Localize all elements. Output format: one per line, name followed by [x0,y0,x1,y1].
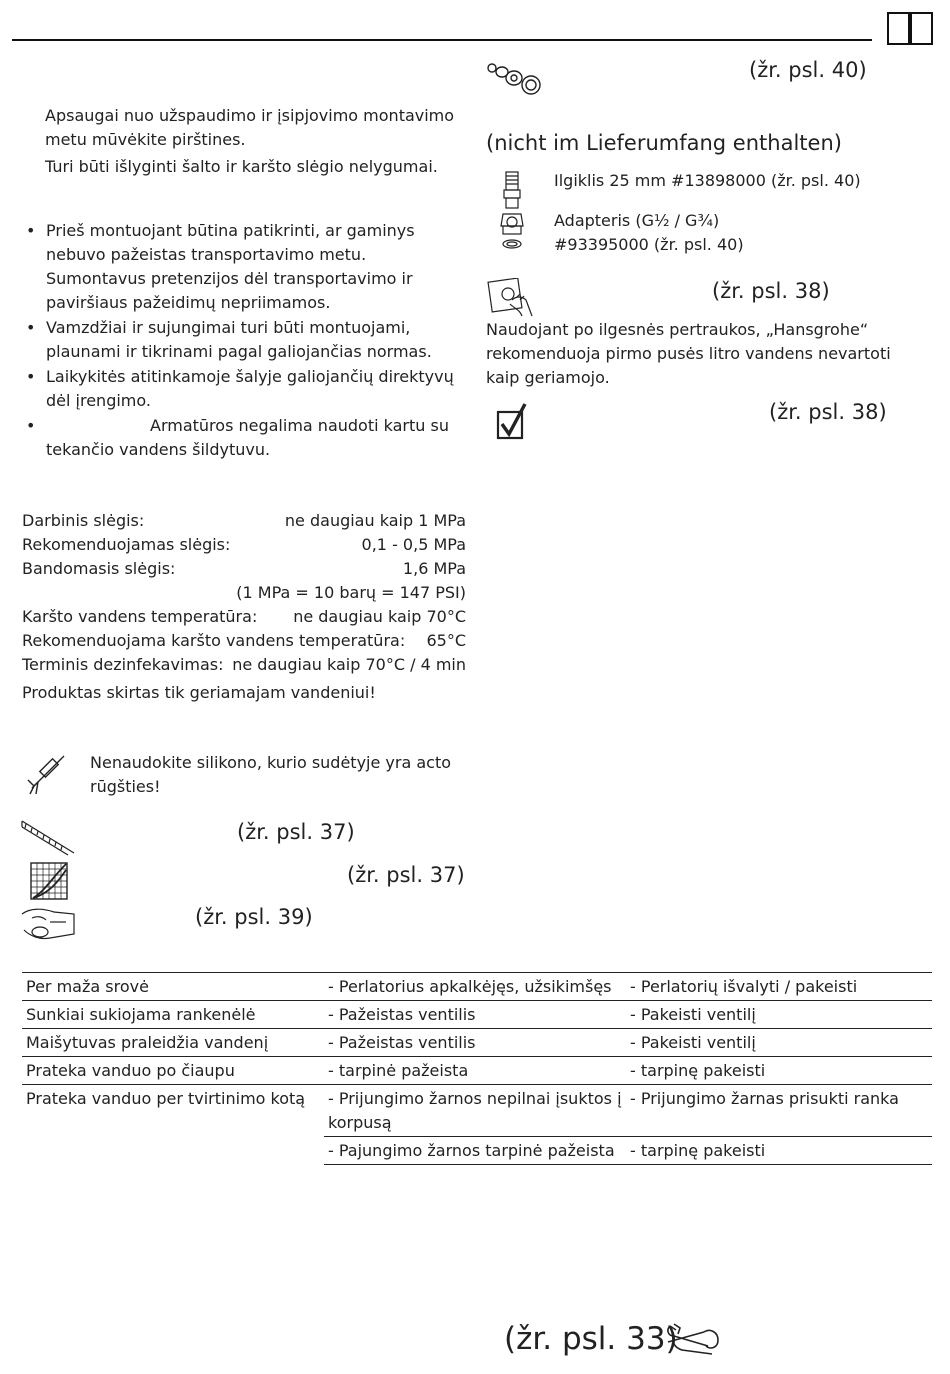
cause-cell: - Pažeistas ventilis [324,1001,626,1029]
wrench-icon [664,1320,722,1358]
spec-value: 65°C [426,631,466,650]
ref-test-seal: (žr. psl. 38) [769,400,887,424]
spec-row [22,605,466,629]
remedy-cell: - tarpinę pakeisti [626,1137,932,1165]
safety-note-gloves: Apsaugai nuo užspaudimo ir įsipjovimo montavimo metu mūvėkite pirštines. [45,106,455,149]
cause-cell: - Pažeistas ventilis [324,1029,626,1057]
spec-label: Karšto vandens temperatūra: [22,607,258,626]
spec-row [22,581,466,605]
bullet-item [22,414,466,462]
spec-label: Rekomenduojama karšto vandens temperatūra: [22,631,406,650]
open-book-icon [886,12,934,46]
footer-ref: (žr. psl. 33) [504,1321,678,1357]
spec-row [22,653,466,677]
adapter-icon [499,210,525,252]
operation-note: Naudojant po ilgesnės pertraukos, „Hansgrohe“ rekomenduoja pirmo pusės litro vandens nevartoti kaip geriamojo. [486,320,891,387]
checkbox-check-icon [496,402,528,440]
bullet-text: Armatūros negalima naudoti kartu su tekančio vandens šildytuvu. [46,416,449,459]
extension-text: Ilgiklis 25 mm #13898000 (žr. psl. 40) [554,171,861,190]
spec-row [22,629,466,653]
extension-icon [500,170,524,210]
ref-dimensions: (žr. psl. 37) [237,820,355,844]
fault-cell: Prateka vanduo po čiaupu [22,1057,324,1085]
flow-diagram-icon [30,862,68,900]
spec-label: Rekomenduojamas slėgis: [22,535,231,554]
adapter-line-1: Adapteris (G½ / G¾) [554,211,720,230]
ref-flow-diagram: (žr. psl. 37) [347,863,465,887]
ref-cleaning: (žr. psl. 39) [195,905,313,929]
cause-cell: - Prijungimo žarnos nepilnai įsuktos į korpusą [324,1085,626,1137]
header-rule [12,39,872,41]
spec-value: ne daugiau kaip 1 MPa [284,511,466,530]
spec-row [22,509,466,533]
spec-value: ne daugiau kaip 70°C [293,607,466,626]
fault-cell: Maišytuvas praleidžia vandenį [22,1029,324,1057]
cleaning-hand-icon [20,904,78,942]
table-row [22,1029,932,1057]
remedy-cell: - Pakeisti ventilį [626,1029,932,1057]
spec-row [22,557,466,581]
fault-cell [22,1137,324,1165]
table-row [22,1137,932,1165]
table-row [22,973,932,1001]
fault-cell: Per maža srovė [22,973,324,1001]
spec-label: Terminis dezinfekavimas: [22,655,224,674]
installation-bullet-list [22,219,466,463]
spec-value: 1,6 MPa [402,559,466,578]
bullet-item: • Laikykitės atitinkamoje šalyje galiojančių direktyvų dėl įrengimo. [22,365,466,413]
table-row [22,1001,932,1029]
spec-value: ne daugiau kaip 70°C / 4 min [232,655,466,674]
fault-cell: Prateka vanduo per tvirtinimo kotą [22,1085,324,1137]
bullet-item: • Vamzdžiai ir sujungimai turi būti montuojami, plaunami ir tikrinami pagal galiojančias normas. [22,316,466,364]
spec-value: (1 MPa = 10 barų = 147 PSI) [236,583,466,602]
spare-parts-icon [486,58,544,98]
not-included-note: (nicht im Lieferumfang enthalten) [486,131,842,155]
silicone-gun-icon [24,752,68,796]
table-row [22,1057,932,1085]
spec-value: 0,1 - 0,5 MPa [361,535,466,554]
cause-cell: - tarpinė pažeista [324,1057,626,1085]
safety-note-pressure: Turi būti išlyginti šalto ir karšto slėgio nelygumai. [45,157,438,176]
remedy-cell: - tarpinę pakeisti [626,1057,932,1085]
spec-label: Darbinis slėgis: [22,511,145,530]
silicone-note: Nenaudokite silikono, kurio sudėtyje yra acto rūgšties! [90,753,452,796]
drinking-water-note: Produktas skirtas tik geriamajam vandeniui! [22,683,376,702]
fault-cell: Sunkiai sukiojama rankenėlė [22,1001,324,1029]
remedy-cell: - Pakeisti ventilį [626,1001,932,1029]
cause-cell: - Pajungimo žarnos tarpinė pažeista [324,1137,626,1165]
remedy-cell: - Prijungimo žarnas prisukti ranka [626,1085,932,1137]
spec-row [22,533,466,557]
troubleshooting-table [22,972,932,1165]
cause-cell: - Perlatorius apkalkėjęs, užsikimšęs [324,973,626,1001]
ref-operation: (žr. psl. 38) [712,279,830,303]
operation-hand-icon [486,278,536,318]
adapter-line-2: #93395000 (žr. psl. 40) [554,235,744,254]
ref-spare-parts: (žr. psl. 40) [749,58,867,82]
table-row [22,1085,932,1137]
dimension-ruler-icon [20,819,76,857]
remedy-cell: - Perlatorių išvalyti / pakeisti [626,973,932,1001]
bullet-item: • Prieš montuojant būtina patikrinti, ar gaminys nebuvo pažeistas transportavimo metu. Sumontavus pretenzijos dėl transportavimo ir paviršiaus pažeidimų nepriimamos. [22,219,466,315]
spec-label: Bandomasis slėgis: [22,559,176,578]
